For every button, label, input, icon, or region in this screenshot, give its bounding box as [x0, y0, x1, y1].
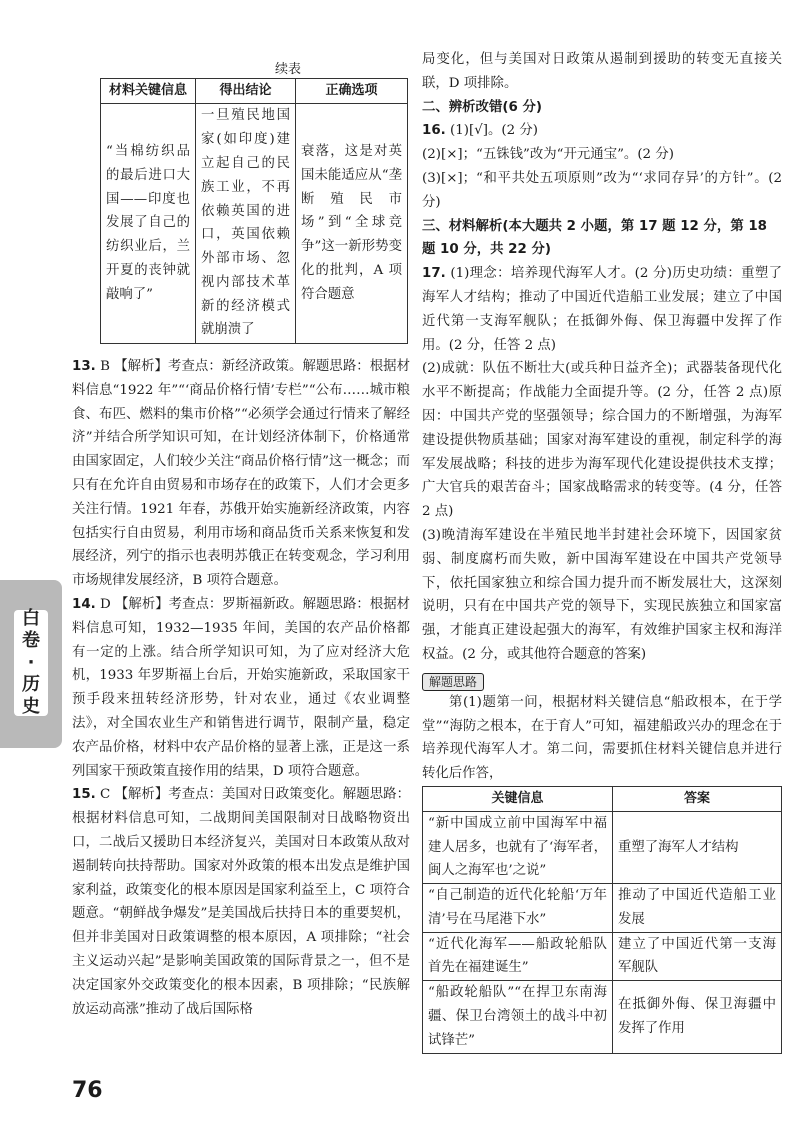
header-cell: 答案 — [613, 786, 782, 811]
question-16 — [422, 119, 782, 214]
table-row — [423, 932, 782, 981]
table-row — [423, 981, 782, 1053]
top-table — [100, 78, 408, 344]
question-17 — [422, 262, 782, 667]
header-cell: 正确选项 — [296, 79, 408, 104]
question-text: B 【解析】考查点：新经济政策。解题思路：根据材料信息“1922 年”“‘商品价格行情’专栏”“公布……城市粮食、布匹、燃料的集市价格”“必须学会通过行情来了解经济”并结合所学知识可知，在计划经济体制下，价格通常由国家固定，人们较少关注“商品价格行情”这一概念；而只有在允许自由贸易和市场存在的政策下，人们才会更多关注行情。1921 年春，苏俄开始实施新经济政策，内容包括实行自由贸易，利用市场和商品货币关系来恢复和发展经济，列宁的指示也表明苏俄正在转变观念，学习利用市场规律发展经济，B 项符合题意。 — [72, 359, 410, 589]
sidebar-char: 历 — [22, 674, 40, 695]
right-column — [422, 48, 782, 1054]
table-cell: “新中国成立前中国海军中福建人居多，也就有了‘海军者，闽人之海军也’之说” — [423, 811, 613, 883]
sidebar-char: 卷 — [22, 630, 40, 651]
table-header-row — [101, 79, 408, 104]
question-15 — [72, 783, 410, 1021]
table-cell: 一旦殖民地国家(如印度)建立起自己的民族工业，不再依赖英国的进口，英国依赖外部市场、忽视内部技术革新的经济模式就崩溃了 — [196, 103, 296, 343]
solution-badge: 解题思路 — [422, 673, 484, 691]
answer-paragraph: (1)理念：培养现代海军人才。(2 分)历史功绩：重塑了海军人才结构；推动了中国近代造船工业发展；建立了中国近代第一支海军舰队；在抵御外侮、保卫海疆中发挥了作用。(2 分，任答 2 点) — [422, 266, 782, 353]
answer-line: (2)[×]；“五铢钱”改为“开元通宝”。(2 分) — [422, 147, 674, 163]
table-cell: “船政轮船队”“在捍卫东南海疆、保卫台湾领土的战斗中初试锋芒” — [423, 981, 613, 1053]
table-row — [423, 811, 782, 883]
section-3-heading: 三、材料解析(本大题共 2 小题，第 17 题 12 分，第 18 题 10 分，共 22 分) — [422, 218, 768, 258]
answer-paragraph: (3)晚清海军建设在半殖民地半封建社会环境下，因国家贫弱、制度腐朽而失败，新中国海军建设在中国共产党领导下，依托国家独立和综合国力提升而不断发展壮大，这深刻说明，只有在中国共产党的领导下，实现民族独立和国家富强，才能真正建设起强大的海军，有效维护国家主权和海洋权益。(2 分，或其他符合题意的答案) — [422, 527, 782, 662]
question-number: 14. — [72, 596, 96, 612]
section-2-heading: 二、辨析改错(6 分) — [422, 99, 542, 115]
question-number: 15. — [72, 787, 96, 803]
sidebar-label — [14, 610, 48, 716]
table-row — [101, 103, 408, 343]
question-text: C 【解析】考查点：美国对日政策变化。解题思路：根据材料信息可知，二战期间美国限制对日战略物资出口，二战后又援助日本经济复兴，美国对日本政策从敌对遏制转向扶持帮助。国家对外政策的根本出发点是维护国家利益，政策变化的根本原因是国家利益至上，C 项符合题意。“朝鲜战争爆发”是美国战后扶持日本的重要契机，但并非美国对日政策调整的根本原因，A 项排除；“社会主义运动兴起”是影响美国政策的国际背景之一，但不是决定国家外交政策变化的根本因素，B 项排除；“民族解放运动高涨”推动了战后国际格 — [72, 787, 410, 1017]
table-cell: 推动了中国近代造船工业发展 — [613, 884, 782, 933]
answer-line: (1)[√]。(2 分) — [450, 123, 538, 139]
table-cell: “自己制造的近代化轮船‘万年清’号在马尾港下水” — [423, 884, 613, 933]
left-column — [72, 355, 410, 1021]
table-row — [423, 884, 782, 933]
answer-line: (3)[×]；“和平共处五项原则”改为“‘求同存异’的方针”。(2 分) — [422, 170, 782, 210]
table-cell: 建立了中国近代第一支海军舰队 — [613, 932, 782, 981]
continued-label: 续表 — [275, 62, 302, 77]
header-cell: 得出结论 — [196, 79, 296, 104]
table-cell: “近代化海军——船政轮船队首先在福建诞生” — [423, 932, 613, 981]
table-cell: 在抵御外侮、保卫海疆中发挥了作用 — [613, 981, 782, 1053]
question-13 — [72, 355, 410, 593]
question-number: 13. — [72, 359, 96, 374]
table-cell: “当棉纺织品的最后进口大国——印度也发展了自己的纺织业后，兰开夏的丧钟就敲响了” — [101, 103, 196, 343]
table-header-row — [423, 786, 782, 811]
answer-paragraph: (2)成就：队伍不断壮大(或兵种日益齐全)；武器装备现代化水平不断提高；作战能力全面提升等。(2 分，任答 2 点)原因：中国共产党的坚强领导；综合国力的不断增强，为海军建设提供物质基础；国家对海军建设的重视，制定科学的海军发展战略；科技的进步为海军现代化建设提供技术支撑；广大官兵的艰苦奋斗；国家战略需求的转变等。(4 分，任答 2 点) — [422, 361, 782, 520]
sidebar-char: 白 — [22, 608, 40, 629]
sidebar-tab — [0, 580, 62, 748]
q15-continuation: 局变化，但与美国对日政策从遏制到援助的转变无直接关联，D 项排除。 — [422, 52, 782, 91]
question-14 — [72, 593, 410, 783]
sidebar-char: 史 — [22, 696, 40, 717]
question-text: D 【解析】考查点：罗斯福新政。解题思路：根据材料信息可知，1932—1935 年间，美国的农产品价格都有一定的上涨。结合所学知识可知，为了应对经济大危机，1933 年罗斯福上台后，开始实施新政，采取国家干预手段来扭转经济形势，针对农业，通过《农业调整法》，对全国农业生产和销售进行调节，限制产量，稳定农产品价格，材料中农产品价格的显著上涨，正是这一系列国家干预政策直接作用的结果，D 项符合题意。 — [72, 596, 410, 779]
question-number: 16. — [422, 123, 446, 139]
solution-paragraph: 第(1)题第一问，根据材料关键信息“船政根本，在于学堂”“海防之根本，在于育人”可知，福建船政兴办的理念在于培养现代海军人才。第二问，需要抓住材料关键信息并进行转化后作答， — [422, 694, 782, 782]
header-cell: 材料关键信息 — [101, 79, 196, 104]
table-cell: 衰落，这是对英国未能适应从“垄断殖民市场”到“全球竞争”这一新形势变化的批判，A 项符合题意 — [296, 103, 408, 343]
page-number: 76 — [72, 1078, 103, 1103]
header-cell: 关键信息 — [423, 786, 613, 811]
table-cell: 重塑了海军人才结构 — [613, 811, 782, 883]
key-info-table — [422, 786, 782, 1054]
sidebar-char: · — [27, 652, 35, 673]
question-number: 17. — [422, 266, 446, 282]
